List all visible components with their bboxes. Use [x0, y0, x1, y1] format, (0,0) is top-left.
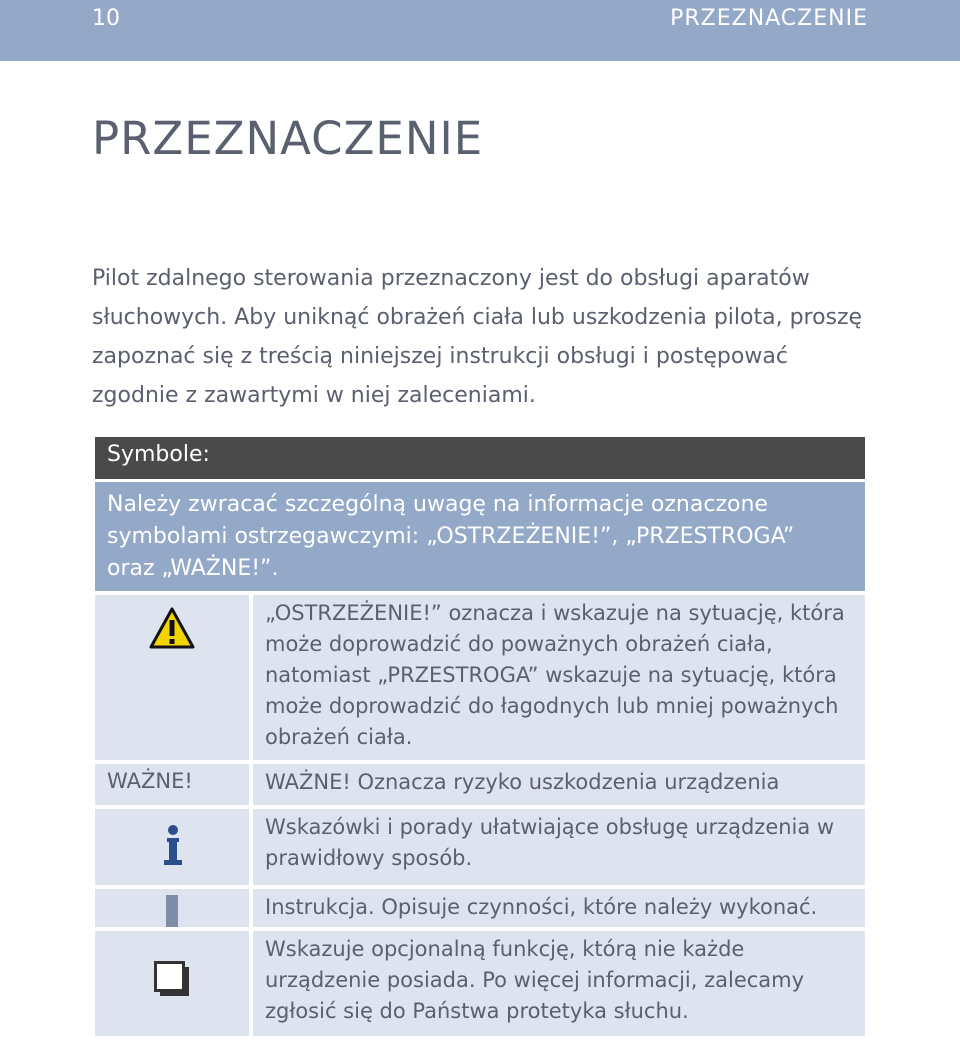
- instruction-description: Instrukcja. Opisuje czynności, które należy wykonać.: [265, 895, 818, 919]
- symbol-row-important: [253, 764, 865, 805]
- important-description: WAŻNE! Oznacza ryzyko uszkodzenia urządzenia: [265, 770, 780, 794]
- symbols-note-band: [95, 482, 865, 591]
- page-title: PRZEZNACZENIE: [92, 112, 484, 165]
- important-label: WAŻNE!: [107, 769, 193, 793]
- symbols-note: Należy zwracać szczególną uwagę na informacje oznaczone symbolami ostrzegawczymi: „OSTRZEŻENIE!”, „PRZESTROGA” oraz „WAŻNE!”.: [107, 492, 795, 581]
- page-header-bar: [0, 0, 960, 61]
- symbol-row-optional: [253, 931, 865, 1036]
- symbol-cell-warning: [95, 595, 249, 760]
- instruction-bar-icon: [166, 895, 178, 927]
- intro-paragraph: Pilot zdalnego sterowania przeznaczony jest do obsługi aparatów słuchowych. Aby uniknąć obrażeń ciała lub uszkodzenia pilota, proszę zapoznać się z treścią niniejszej instrukcji obsługi i postępować zgodnie z zawartymi w niej zaleceniami.: [92, 266, 863, 408]
- symbol-cell-info: [95, 809, 249, 885]
- symbol-cell-instruction: [95, 889, 249, 927]
- warning-description: „OSTRZEŻENIE!” oznacza i wskazuje na sytuację, która może doprowadzić do poważnych obrażeń ciała, natomiast „PRZESTROGA” wskazuje na sytuację, która może doprowadzić do łagodnych lub mniej poważnych obrażeń ciała.: [265, 601, 845, 749]
- symbol-cell-optional: [95, 931, 249, 1036]
- page-number: 10: [92, 6, 120, 31]
- symbol-row-warning: [253, 595, 865, 760]
- symbol-row-info: [253, 809, 865, 885]
- symbol-row-instruction: [253, 889, 865, 927]
- optional-description: Wskazuje opcjonalną funkcję, którą nie każde urządzenie posiada. Po więcej informacji, zalecamy zgłosić się do Państwa protetyka słuchu.: [265, 937, 805, 1023]
- info-icon: [161, 825, 183, 865]
- symbols-heading: Symbole:: [107, 442, 210, 467]
- symbols-heading-band: [95, 437, 865, 479]
- warning-triangle-icon: [149, 607, 195, 649]
- info-description: Wskazówki i porady ułatwiające obsługę urządzenia w prawidłowy sposób.: [265, 815, 835, 870]
- optional-box-icon: [154, 961, 190, 997]
- running-title: PRZEZNACZENIE: [670, 6, 868, 31]
- symbol-cell-important: [95, 764, 249, 805]
